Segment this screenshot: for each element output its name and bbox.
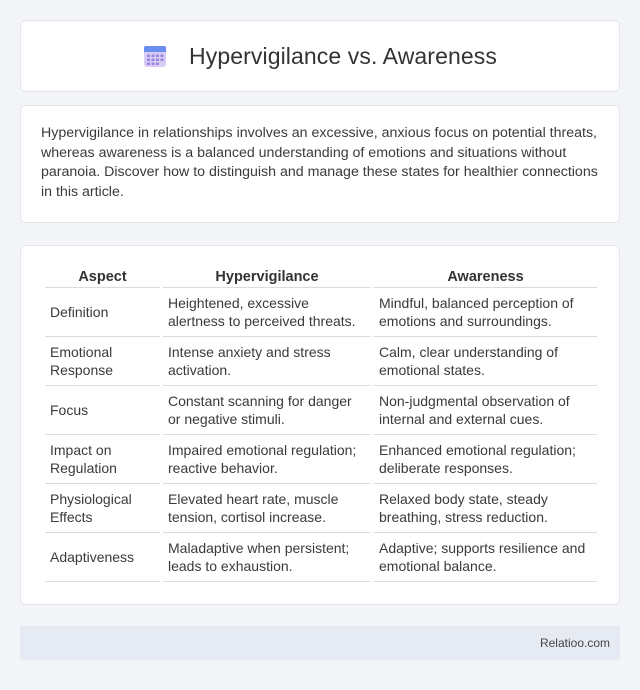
aspect-cell: Physiological Effects xyxy=(45,484,160,533)
header-awareness: Awareness xyxy=(374,268,597,288)
title-card xyxy=(20,20,620,92)
awareness-cell: Adaptive; supports resilience and emotional balance. xyxy=(374,533,597,582)
table-row xyxy=(45,288,597,337)
aspect-cell: Adaptiveness xyxy=(45,533,160,582)
aspect-cell: Definition xyxy=(45,288,160,337)
awareness-cell: Non-judgmental observation of internal and external cues. xyxy=(374,386,597,435)
table-row xyxy=(45,533,597,582)
hypervigilance-cell: Intense anxiety and stress activation. xyxy=(163,337,371,386)
comparison-table xyxy=(42,268,600,582)
table-row xyxy=(45,386,597,435)
table-header-row xyxy=(45,268,597,288)
footer-site-link[interactable]: Relatioo.com xyxy=(539,636,610,650)
hypervigilance-cell: Impaired emotional regulation; reactive behavior. xyxy=(163,435,371,484)
header-aspect: Aspect xyxy=(45,268,160,288)
comparison-card xyxy=(20,245,620,605)
awareness-cell: Relaxed body state, steady breathing, stress reduction. xyxy=(374,484,597,533)
aspect-cell: Emotional Response xyxy=(45,337,160,386)
intro-paragraph: Hypervigilance in relationships involves an excessive, anxious focus on potential threats, whereas awareness is a balanced understanding of emotions and situations without paranoia. Discover how to distinguish and manage these states for healthier connections in this article. xyxy=(41,125,598,200)
awareness-cell: Calm, clear understanding of emotional states. xyxy=(374,337,597,386)
calendar-icon xyxy=(143,44,167,68)
hypervigilance-cell: Elevated heart rate, muscle tension, cortisol increase. xyxy=(163,484,371,533)
intro-card xyxy=(20,105,620,223)
table-row xyxy=(45,337,597,386)
hypervigilance-cell: Heightened, excessive alertness to perceived threats. xyxy=(163,288,371,337)
awareness-cell: Enhanced emotional regulation; deliberate responses. xyxy=(374,435,597,484)
table-row xyxy=(45,484,597,533)
footer xyxy=(20,626,620,660)
table-row xyxy=(45,435,597,484)
aspect-cell: Focus xyxy=(45,386,160,435)
awareness-cell: Mindful, balanced perception of emotions and surroundings. xyxy=(374,288,597,337)
aspect-cell: Impact on Regulation xyxy=(45,435,160,484)
hypervigilance-cell: Maladaptive when persistent; leads to exhaustion. xyxy=(163,533,371,582)
header-hypervigilance: Hypervigilance xyxy=(163,268,371,288)
page-title: Hypervigilance vs. Awareness xyxy=(189,42,497,69)
hypervigilance-cell: Constant scanning for danger or negative stimuli. xyxy=(163,386,371,435)
